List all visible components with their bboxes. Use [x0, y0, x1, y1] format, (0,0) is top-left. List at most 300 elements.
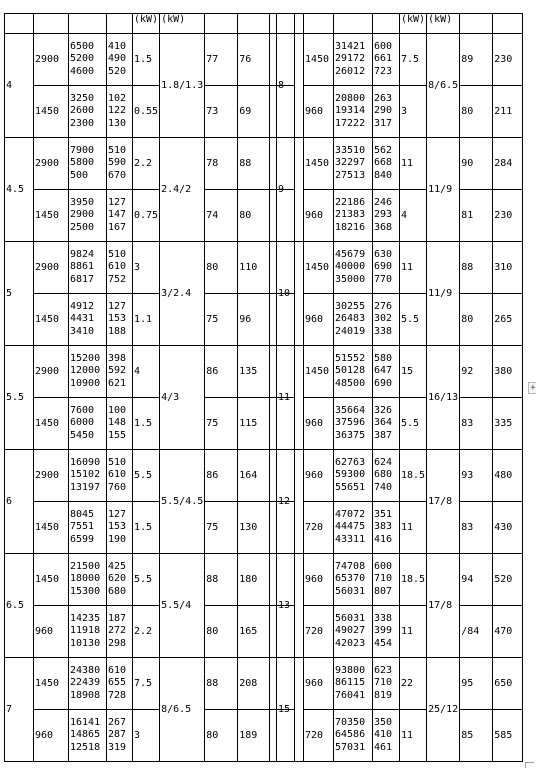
flow-value: 33510 [335, 144, 366, 156]
head-value: 680 [108, 585, 127, 597]
flow-value: 64586 [335, 729, 366, 741]
speed-cell: 960 [304, 190, 334, 242]
speed-cell: 2900 [34, 138, 69, 190]
power-range-cell: 8/6.5 [427, 34, 460, 138]
header-blank [34, 14, 69, 34]
npsh-cell: 164 [238, 450, 270, 502]
head-value: 580 [374, 352, 393, 364]
head-value: 127 [108, 196, 127, 208]
power-range-cell: 8/6.5 [160, 658, 205, 762]
power-cell: 4 [400, 190, 427, 242]
flow-value: 12000 [70, 365, 101, 377]
flow-value: 4431 [70, 313, 95, 325]
npsh-cell: 115 [238, 398, 270, 450]
flow-value: 13197 [70, 481, 101, 493]
flow-cell [69, 554, 107, 606]
flow-value: 43311 [335, 533, 366, 545]
power-cell: 5.5 [133, 450, 160, 502]
model-cell: 6.5 [5, 554, 34, 658]
head-cell [107, 34, 133, 86]
table-row [277, 450, 523, 502]
flow-value: 4912 [70, 300, 95, 312]
head-value: 399 [374, 625, 393, 637]
flow-value: 5200 [70, 53, 95, 65]
power-cell: 5.5 [400, 294, 427, 346]
flow-value: 31421 [335, 40, 366, 52]
head-value: 368 [374, 221, 393, 233]
head-value: 520 [108, 65, 127, 77]
head-value: 351 [374, 508, 393, 520]
flow-value: 16141 [70, 716, 101, 728]
head-cell [373, 346, 400, 398]
efficiency-cell: 80 [205, 606, 238, 658]
flow-value: 22439 [70, 677, 101, 689]
head-value: 102 [108, 92, 127, 104]
model-cell: 4.5 [5, 138, 34, 242]
table-row [5, 190, 295, 242]
speed-cell: 1450 [34, 502, 69, 554]
head-value: 647 [374, 365, 393, 377]
power-range-cell: 5.5/4 [160, 554, 205, 658]
head-value: 298 [108, 637, 127, 649]
power-range-cell: 1.8/1.3 [160, 34, 205, 138]
speed-cell: 2900 [34, 346, 69, 398]
flow-value: 24380 [70, 664, 101, 676]
head-cell [373, 242, 400, 294]
head-value: 398 [108, 352, 127, 364]
header-power-range: (kW) [427, 14, 460, 34]
table-row [5, 450, 295, 502]
head-cell [107, 658, 133, 710]
head-value: 760 [108, 481, 127, 493]
npsh-cell: 165 [238, 606, 270, 658]
flow-cell [334, 398, 373, 450]
power-cell: 1.5 [133, 34, 160, 86]
efficiency-cell: 80 [460, 86, 493, 138]
speed-cell: 2900 [34, 34, 69, 86]
efficiency-cell: 80 [205, 710, 238, 762]
efficiency-cell: 90 [460, 138, 493, 190]
speed-cell: 960 [304, 554, 334, 606]
flow-cell [69, 242, 107, 294]
head-value: 148 [108, 417, 127, 429]
head-value: 490 [108, 53, 127, 65]
table-row [5, 138, 295, 190]
head-cell [373, 554, 400, 606]
header-blank [304, 14, 334, 34]
flow-value: 49027 [335, 625, 366, 637]
flow-cell [334, 242, 373, 294]
flow-value: 62763 [335, 456, 366, 468]
power-cell: 5.5 [400, 398, 427, 450]
npsh-cell: 80 [238, 190, 270, 242]
power-cell: 2.2 [133, 606, 160, 658]
head-value: 293 [374, 209, 393, 221]
flow-value: 48500 [335, 377, 366, 389]
head-cell [107, 86, 133, 138]
npsh-cell: 230 [493, 190, 523, 242]
head-value: 690 [374, 261, 393, 273]
efficiency-cell: 77 [205, 34, 238, 86]
npsh-cell: 585 [493, 710, 523, 762]
head-value: 127 [108, 300, 127, 312]
flow-value: 50128 [335, 365, 366, 377]
flow-value: 4600 [70, 65, 95, 77]
header-blank [493, 14, 523, 34]
head-value: 610 [108, 469, 127, 481]
flow-value: 21500 [70, 560, 101, 572]
efficiency-cell: 92 [460, 346, 493, 398]
power-cell: 22 [400, 658, 427, 710]
head-cell [373, 398, 400, 450]
flow-value: 24019 [335, 325, 366, 337]
power-range-cell: 16/13 [427, 346, 460, 450]
table-row [5, 242, 295, 294]
head-value: 454 [374, 637, 393, 649]
speed-cell: 960 [304, 450, 334, 502]
flow-value: 57031 [335, 741, 366, 753]
power-cell: 3 [400, 86, 427, 138]
flow-value: 6817 [70, 273, 95, 285]
flow-value: 42023 [335, 637, 366, 649]
power-cell: 4 [133, 346, 160, 398]
head-value: 600 [374, 560, 393, 572]
flow-value: 76041 [335, 689, 366, 701]
head-value: 710 [374, 677, 393, 689]
head-value: 740 [374, 481, 393, 493]
flow-value: 18216 [335, 221, 366, 233]
header-blank [373, 14, 400, 34]
speed-cell: 2900 [34, 242, 69, 294]
flow-value: 7551 [70, 521, 95, 533]
flow-value: 21383 [335, 209, 366, 221]
head-value: 668 [374, 157, 393, 169]
table-row [277, 190, 523, 242]
flow-cell [334, 502, 373, 554]
head-cell [373, 86, 400, 138]
header-row [277, 14, 523, 34]
head-cell [373, 658, 400, 710]
speed-cell: 1450 [34, 294, 69, 346]
efficiency-cell: 89 [460, 34, 493, 86]
head-value: 383 [374, 521, 393, 533]
efficiency-cell: 81 [460, 190, 493, 242]
head-value: 187 [108, 612, 127, 624]
head-cell [107, 450, 133, 502]
flow-value: 56031 [335, 612, 366, 624]
head-value: 819 [374, 689, 393, 701]
efficiency-cell: 95 [460, 658, 493, 710]
model-cell: 10 [277, 242, 304, 346]
header-power: (kW) [400, 14, 427, 34]
header-blank [5, 14, 34, 34]
power-cell: 11 [400, 710, 427, 762]
flow-value: 47072 [335, 508, 366, 520]
head-value: 610 [108, 261, 127, 273]
head-value: 287 [108, 729, 127, 741]
flow-value: 3410 [70, 325, 95, 337]
table-row [277, 502, 523, 554]
flow-value: 7600 [70, 404, 95, 416]
efficiency-cell: 78 [205, 138, 238, 190]
flow-value: 500 [70, 169, 89, 181]
efficiency-cell: 86 [205, 450, 238, 502]
flow-cell [69, 34, 107, 86]
flow-value: 3950 [70, 196, 95, 208]
flow-value: 22186 [335, 196, 366, 208]
flow-value: 15200 [70, 352, 101, 364]
header-blank [277, 14, 304, 34]
model-cell: 6 [5, 450, 34, 554]
head-value: 690 [374, 377, 393, 389]
head-value: 153 [108, 313, 127, 325]
head-cell [107, 294, 133, 346]
head-value: 276 [374, 300, 393, 312]
npsh-cell: 211 [493, 86, 523, 138]
flow-value: 15102 [70, 469, 101, 481]
efficiency-cell: 75 [205, 502, 238, 554]
head-value: 621 [108, 377, 127, 389]
header-power-range: (kW) [160, 14, 205, 34]
head-value: 416 [374, 533, 393, 545]
head-value: 326 [374, 404, 393, 416]
efficiency-cell: 74 [205, 190, 238, 242]
head-value: 840 [374, 169, 393, 181]
speed-cell: 960 [304, 86, 334, 138]
efficiency-cell: 83 [460, 502, 493, 554]
flow-value: 12518 [70, 741, 101, 753]
head-value: 190 [108, 533, 127, 545]
head-value: 624 [374, 456, 393, 468]
flow-value: 45679 [335, 248, 366, 260]
flow-value: 86115 [335, 677, 366, 689]
efficiency-cell: 73 [205, 86, 238, 138]
flow-value: 70350 [335, 716, 366, 728]
flow-value: 27513 [335, 169, 366, 181]
flow-cell [69, 398, 107, 450]
table-row [5, 502, 295, 554]
power-cell: 7.5 [133, 658, 160, 710]
head-value: 510 [108, 144, 127, 156]
head-value: 723 [374, 65, 393, 77]
flow-cell [69, 346, 107, 398]
table-row [277, 242, 523, 294]
speed-cell: 1450 [304, 34, 334, 86]
head-cell [107, 554, 133, 606]
header-row [5, 14, 295, 34]
power-range-cell: 2.4/2 [160, 138, 205, 242]
speed-cell: 1450 [34, 86, 69, 138]
power-cell: 5.5 [133, 554, 160, 606]
npsh-cell: 520 [493, 554, 523, 606]
flow-value: 35000 [335, 273, 366, 285]
power-cell: 11 [400, 242, 427, 294]
npsh-cell: 335 [493, 398, 523, 450]
flow-value: 14235 [70, 612, 101, 624]
head-value: 655 [108, 677, 127, 689]
flow-value: 11918 [70, 625, 101, 637]
flow-cell [69, 658, 107, 710]
head-cell [107, 502, 133, 554]
head-value: 338 [374, 612, 393, 624]
speed-cell: 1450 [304, 346, 334, 398]
flow-value: 15300 [70, 585, 101, 597]
flow-value: 74708 [335, 560, 366, 572]
head-cell [107, 710, 133, 762]
model-cell: 7 [5, 658, 34, 762]
speed-cell: 720 [304, 606, 334, 658]
speed-cell: 1450 [304, 138, 334, 190]
model-cell: 13 [277, 554, 304, 658]
flow-cell [334, 86, 373, 138]
power-cell: 1.1 [133, 294, 160, 346]
npsh-cell: 230 [493, 34, 523, 86]
head-value: 770 [374, 273, 393, 285]
power-range-cell: 4/3 [160, 346, 205, 450]
head-cell [373, 710, 400, 762]
npsh-cell: 76 [238, 34, 270, 86]
head-value: 364 [374, 417, 393, 429]
power-range-cell: 17/8 [427, 554, 460, 658]
power-range-cell: 25/12 [427, 658, 460, 762]
npsh-cell: 69 [238, 86, 270, 138]
flow-cell [334, 554, 373, 606]
table-row [277, 554, 523, 606]
head-cell [107, 606, 133, 658]
npsh-cell: 180 [238, 554, 270, 606]
model-cell: 11 [277, 346, 304, 450]
flow-value: 19314 [335, 105, 366, 117]
flow-value: 16090 [70, 456, 101, 468]
power-cell: 1.5 [133, 398, 160, 450]
head-value: 167 [108, 221, 127, 233]
table-row [5, 398, 295, 450]
header-blank [460, 14, 493, 34]
npsh-cell: 130 [238, 502, 270, 554]
flow-value: 30255 [335, 300, 366, 312]
head-value: 272 [108, 625, 127, 637]
head-cell [373, 294, 400, 346]
table-row [277, 658, 523, 710]
flow-value: 5450 [70, 429, 95, 441]
power-range-cell: 5.5/4.5 [160, 450, 205, 554]
npsh-cell: 110 [238, 242, 270, 294]
table-row [5, 606, 295, 658]
npsh-cell: 88 [238, 138, 270, 190]
table-row [5, 554, 295, 606]
flow-value: 93800 [335, 664, 366, 676]
flow-value: 18000 [70, 573, 101, 585]
model-cell: 9 [277, 138, 304, 242]
head-cell [373, 450, 400, 502]
head-value: 100 [108, 404, 127, 416]
power-cell: 11 [400, 606, 427, 658]
header-power: (kW) [133, 14, 160, 34]
head-value: 130 [108, 117, 127, 129]
flow-cell [334, 658, 373, 710]
head-value: 510 [108, 248, 127, 260]
npsh-cell: 208 [238, 658, 270, 710]
head-value: 267 [108, 716, 127, 728]
power-range-cell: 17/8 [427, 450, 460, 554]
efficiency-cell: 75 [205, 398, 238, 450]
head-cell [373, 606, 400, 658]
power-cell: 1.5 [133, 502, 160, 554]
speed-cell: 720 [304, 710, 334, 762]
head-value: 752 [108, 273, 127, 285]
flow-value: 5800 [70, 157, 95, 169]
head-value: 620 [108, 573, 127, 585]
flow-cell [69, 502, 107, 554]
flow-value: 55651 [335, 481, 366, 493]
power-cell: 0.55 [133, 86, 160, 138]
flow-value: 10130 [70, 637, 101, 649]
flow-value: 8045 [70, 508, 95, 520]
page-corner-mark [525, 762, 534, 768]
flow-value: 37596 [335, 417, 366, 429]
head-value: 246 [374, 196, 393, 208]
table-row [5, 710, 295, 762]
table-row [277, 710, 523, 762]
flow-value: 20800 [335, 92, 366, 104]
header-blank [334, 14, 373, 34]
efficiency-cell: 88 [205, 554, 238, 606]
flow-cell [334, 710, 373, 762]
head-cell [107, 398, 133, 450]
speed-cell: 960 [304, 398, 334, 450]
speed-cell: 1450 [304, 242, 334, 294]
power-cell: 3 [133, 710, 160, 762]
flow-value: 26483 [335, 313, 366, 325]
flow-cell [334, 450, 373, 502]
head-cell [373, 502, 400, 554]
power-cell: 11 [400, 502, 427, 554]
right-spec-table [276, 13, 523, 762]
header-blank [69, 14, 107, 34]
table-row [5, 294, 295, 346]
head-value: 317 [374, 117, 393, 129]
head-value: 807 [374, 585, 393, 597]
speed-cell: 960 [34, 606, 69, 658]
power-cell: 18.5 [400, 554, 427, 606]
model-cell: 8 [277, 34, 304, 138]
speed-cell: 1450 [34, 658, 69, 710]
header-blank [107, 14, 133, 34]
table-row [277, 34, 523, 86]
head-value: 153 [108, 521, 127, 533]
head-value: 319 [108, 741, 127, 753]
side-expand-marker[interactable]: + [528, 382, 536, 394]
npsh-cell: 430 [493, 502, 523, 554]
model-cell: 12 [277, 450, 304, 554]
flow-cell [69, 190, 107, 242]
flow-value: 56031 [335, 585, 366, 597]
flow-cell [334, 294, 373, 346]
head-cell [107, 190, 133, 242]
header-blank [238, 14, 270, 34]
flow-value: 9824 [70, 248, 95, 260]
flow-value: 6599 [70, 533, 95, 545]
npsh-cell: 470 [493, 606, 523, 658]
flow-value: 6500 [70, 40, 95, 52]
head-value: 302 [374, 313, 393, 325]
flow-cell [69, 450, 107, 502]
efficiency-cell: 94 [460, 554, 493, 606]
model-cell: 15 [277, 658, 304, 762]
speed-cell: 720 [304, 502, 334, 554]
head-value: 728 [108, 689, 127, 701]
head-value: 290 [374, 105, 393, 117]
